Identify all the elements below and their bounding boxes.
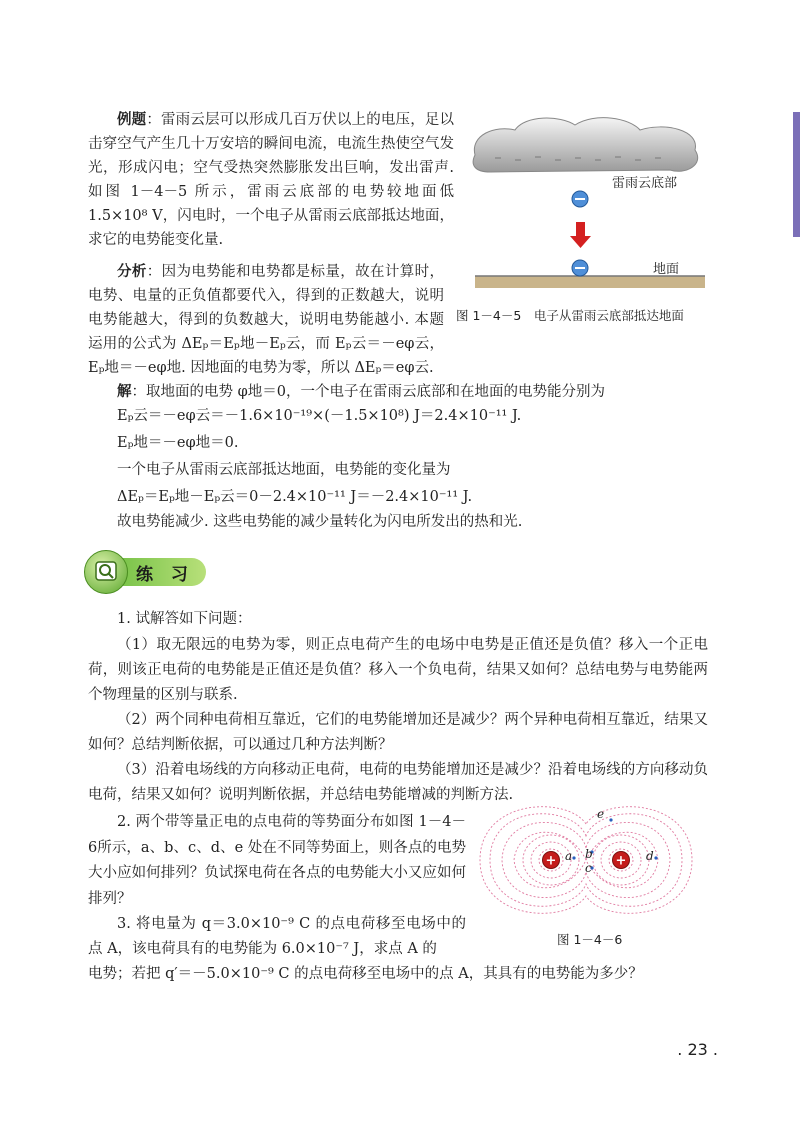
figure2-caption: 图 1－4－6 [557,932,623,947]
arrow-head [570,236,591,248]
ground-label: 地面 [653,262,680,277]
label-a: a [565,849,573,863]
q1-part1: （1）取无限远的电势为零，则正点电荷产生的电场中电势是正值还是负值？移入一个正电荷，则该正电荷的电势能是正值还是负值？移入一个负电荷，结果又如何？总结电势与电势能两个物理量的区别与联系. [88,637,708,703]
example-label: 例题 [117,112,147,128]
q1-intro: 1. 试解答如下问题： [117,611,252,627]
label-e: e [597,807,605,821]
solution-line-1: 解：取地面的电势 φ地＝0，一个电子在雷雨云底部和在地面的电势能分别为 [117,384,605,400]
example-paragraph [88,108,454,252]
example-text: ：雷雨云层可以形成几百万伏以上的电压，足以击穿空气产生几十万安培的瞬间电流，电流生热使空气发光，形成闪电；空气受热突然膨胀发出巨响，发出雷声. 如图 1－4－5 所示，雷雨云底部的电势较地面低 1.5×10⁸ V，闪电时，一个电子从雷雨云底部抵达地面，求它的电势能变化量. [88,112,455,248]
q3: 3. 将电量为 q＝3.0×10⁻⁹ C 的点电荷移至电场中的点 A，该电荷具有的电势能为 6.0×10⁻⁷ J，求点 A 的 [88,916,466,957]
figure-equipotential [478,806,710,924]
analysis-text: ：因为电势能和电势都是标量，故在计算时，电势、电量的正负值都要代入，得到的正数越大，说明电势能越大，得到的负数越大，说明电势能越小. 本题运用的公式为 ΔEₚ＝Eₚ地－Eₚ云，而 Eₚ云＝－eφ云，Eₚ地＝－eφ地. 因地面的电势为零，所以 ΔEₚ＝eφ云. [88,264,445,376]
magnifier-icon [84,550,128,594]
analysis-paragraph [88,260,444,380]
analysis-label: 分析 [117,264,147,280]
ground [475,276,705,288]
page-number: . 23 . [677,1040,718,1059]
plus-right: + [615,853,627,869]
cloud-label: 雷雨云底部 [612,176,678,191]
solution-line-2: Eₚ云＝－eφ云＝－1.6×10⁻¹⁹×(－1.5×10⁸) J＝2.4×10⁻¹¹ J. [117,408,522,424]
q1-part2: （2）两个同种电荷相互靠近，它们的电势能增加还是减少？两个异种电荷相互靠近，结果又如何？总结判断依据，可以通过几种方法判断？ [88,712,708,753]
label-c: c [585,861,592,875]
solution-label: 解 [117,384,132,400]
label-b: b [585,847,593,861]
solution-line-5: ΔEₚ＝Eₚ地－Eₚ云＝0－2.4×10⁻¹¹ J＝－2.4×10⁻¹¹ J. [117,489,473,505]
q1-part3: （3）沿着电场线的方向移动正电荷，电荷的电势能增加还是减少？沿着电场线的方向移动负电荷，结果又如何？说明判断依据，并总结电势能增减的判断方法. [88,762,708,803]
solution-line-3: Eₚ地＝－eφ地＝0. [117,435,239,451]
plus-left: + [545,853,557,869]
solution-line-6: 故电势能减少. 这些电势能的减少量转化为闪电所发出的热和光. [117,514,523,530]
arrow-shaft [576,222,585,236]
exercise-banner [84,550,204,594]
solution-line-4: 一个电子从雷雨云底部抵达地面，电势能的变化量为 [117,462,451,478]
exercise-title: 练 习 [136,565,194,585]
chapter-tab [793,112,800,237]
label-d: d [646,849,654,863]
figure1-caption: 图 1－4－5 电子从雷雨云底部抵达地面 [456,308,684,323]
q3-continued: 电势；若把 q′＝－5.0×10⁻⁹ C 的点电荷移至电场中的点 A，其具有的电势能为多少？ [88,966,643,982]
q2: 2. 两个带等量正电的点电荷的等势面分布如图 1－4－6所示，a、b、c、d、e 处在不同等势面上，则各点的电势大小应如何排列？负试探电荷在各点的电势能大小又应如何排列？ [88,814,466,907]
cloud [473,118,698,172]
